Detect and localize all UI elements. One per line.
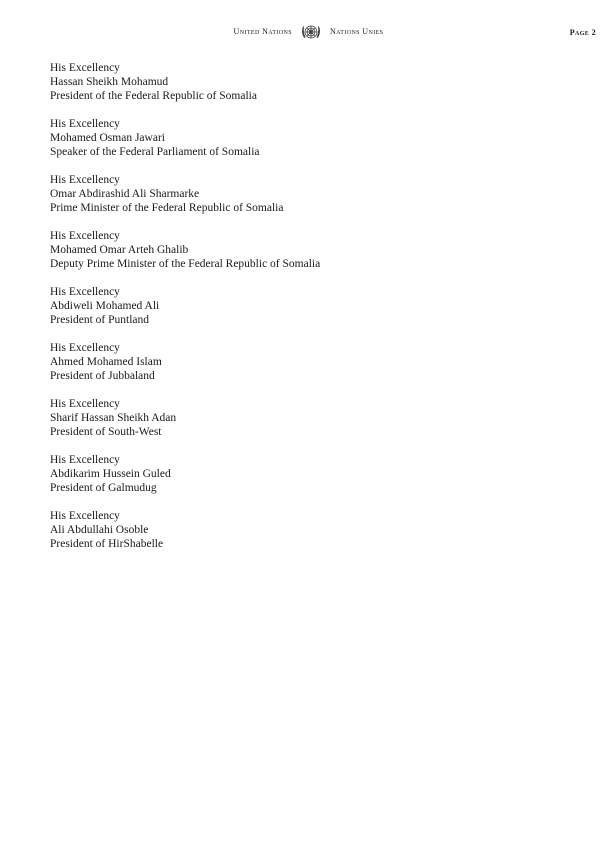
salutation: His Excellency	[50, 230, 120, 242]
salutation: His Excellency	[50, 62, 120, 74]
addressee-name: Abdiweli Mohamed Ali	[50, 300, 160, 312]
salutation: His Excellency	[50, 510, 120, 522]
letterhead-french: Nations Unies	[330, 27, 384, 36]
addressee-title: Speaker of the Federal Parliament of Somalia	[50, 146, 260, 158]
addressee-name: Mohamed Omar Arteh Ghalib	[50, 244, 189, 256]
addressee-name: Sharif Hassan Sheikh Adan	[50, 412, 177, 424]
addressee-title: President of South-West	[50, 426, 162, 438]
addressee-title: Prime Minister of the Federal Republic of Somalia	[50, 202, 284, 214]
page-number: Page 2	[569, 28, 596, 37]
addressee-title: President of the Federal Republic of Somalia	[50, 90, 257, 102]
addressee-name: Ahmed Mohamed Islam	[50, 356, 162, 368]
addressee-title: President of Jubbaland	[50, 370, 155, 382]
addressee-name: Abdikarim Hussein Guled	[50, 468, 171, 480]
letterhead-english: United Nations	[233, 27, 292, 36]
addressee-block	[50, 61, 570, 103]
addressee-list	[50, 61, 570, 565]
addressee-block	[50, 509, 570, 551]
addressee-block	[50, 341, 570, 383]
salutation: His Excellency	[50, 398, 120, 410]
addressee-name: Hassan Sheikh Mohamud	[50, 76, 169, 88]
addressee-block	[50, 173, 570, 215]
salutation: His Excellency	[50, 286, 120, 298]
un-emblem-icon	[300, 22, 322, 42]
addressee-name: Ali Abdullahi Osoble	[50, 524, 149, 536]
addressee-name: Mohamed Osman Jawari	[50, 132, 165, 144]
addressee-block	[50, 285, 570, 327]
addressee-block	[50, 453, 570, 495]
salutation: His Excellency	[50, 174, 120, 186]
addressee-title: President of Galmudug	[50, 482, 157, 494]
addressee-title: President of HirShabelle	[50, 538, 164, 550]
addressee-name: Omar Abdirashid Ali Sharmarke	[50, 188, 200, 200]
addressee-title: President of Puntland	[50, 314, 150, 326]
salutation: His Excellency	[50, 454, 120, 466]
addressee-title: Deputy Prime Minister of the Federal Republic of Somalia	[50, 258, 321, 270]
addressee-block	[50, 397, 570, 439]
addressee-block	[50, 229, 570, 271]
letterhead	[0, 22, 600, 42]
salutation: His Excellency	[50, 342, 120, 354]
salutation: His Excellency	[50, 118, 120, 130]
addressee-block	[50, 117, 570, 159]
